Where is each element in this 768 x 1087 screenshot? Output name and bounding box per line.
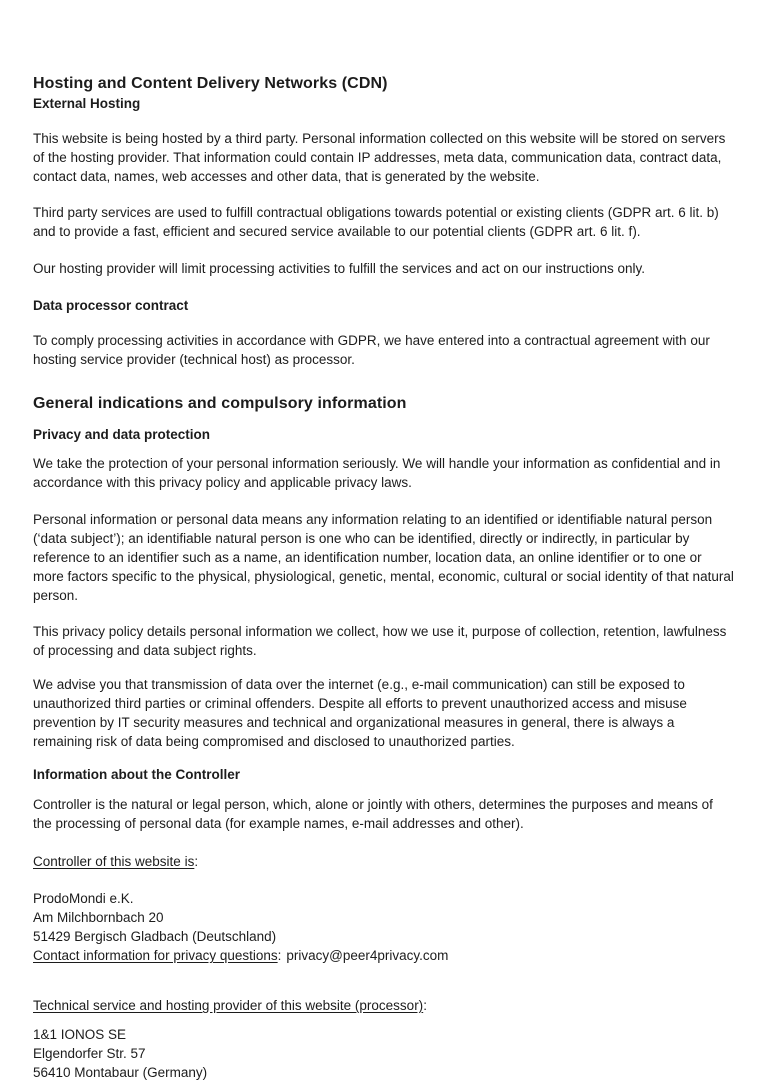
heading-hosting-cdn: Hosting and Content Delivery Networks (CDN) <box>33 75 388 92</box>
subheading-privacy-data-protection: Privacy and data protection <box>33 427 211 442</box>
paragraph-personal-data-definition: Personal information or personal data means any information relating to an identified or identifiable natural person (‘data subject’); an identifiable natural person is one who can be identified, directly or indirectly, in particular by reference to an identifier such as a name, an identification number, location data, an online identifier or to one or more factors specific to the physical, physiological, genetic, mental, economic, cultural or social identity of that natural person. <box>33 512 734 603</box>
controller-name: ProdoMondi e.K. <box>33 891 134 906</box>
processor-label: Technical service and hosting provider of this website (processor) <box>33 998 424 1013</box>
controller-label: Controller of this website is <box>33 854 195 869</box>
processor-label-suffix: : <box>423 998 427 1013</box>
paragraph-protection: We take the protection of your personal information seriously. We will handle your information as confidential and in accordance with this privacy policy and applicable privacy laws. <box>33 456 721 490</box>
subheading-data-processor-contract: Data processor contract <box>33 298 189 313</box>
paragraph-controller-definition: Controller is the natural or legal person, which, alone or jointly with others, determines the purposes and means of the processing of personal data (for example names, e-mail addresses and other). <box>33 797 713 831</box>
paragraph-transmission-risk: We advise you that transmission of data over the internet (e.g., e-mail communication) can still be exposed to unauthorized third parties or criminal offenders. Despite all efforts to prevent unauthorized access and misuse prevention by IT security measures and technical and organizational measures in general, there is always a remaining risk of data being compromised and disclosed to unauthorized parties. <box>33 677 687 749</box>
contact-label: Contact information for privacy questions <box>33 948 278 963</box>
processor-name: 1&1 IONOS SE <box>33 1027 127 1042</box>
heading-general-indications: General indications and compulsory information <box>33 395 407 412</box>
controller-address-block <box>33 889 735 965</box>
contact-line <box>33 946 735 965</box>
paragraph-third-party-storage: This website is being hosted by a third party. Personal information collected on this website will be stored on servers of the hosting provider. That information could contain IP addresses, meta data, communication data, contract data, contact data, names, web accesses and other data, that is generated by the website. <box>33 131 726 184</box>
controller-label-line <box>33 852 735 871</box>
processor-street: Elgendorfer Str. 57 <box>33 1046 146 1061</box>
paragraph-policy-details: This privacy policy details personal information we collect, how we use it, purpose of collection, retention, lawfulness of processing and data subject rights. <box>33 624 727 658</box>
processor-city: 56410 Montabaur (Germany) <box>33 1065 208 1080</box>
subheading-external-hosting: External Hosting <box>33 96 141 111</box>
paragraph-gdpr-basis: Third party services are used to fulfill contractual obligations towards potential or existing clients (GDPR art. 6 lit. b) and to provide a fast, efficient and secured service available to our potential clients (GDPR art. 6 lit. f). <box>33 205 719 239</box>
controller-street: Am Milchbornbach 20 <box>33 910 164 925</box>
contact-email: privacy@peer4privacy.com <box>286 948 449 963</box>
subheading-information-controller: Information about the Controller <box>33 767 240 782</box>
processor-label-line <box>33 996 735 1015</box>
controller-city: 51429 Bergisch Gladbach (Deutschland) <box>33 929 277 944</box>
contact-separator: : <box>277 948 282 963</box>
controller-label-suffix: : <box>194 854 199 869</box>
processor-address-block <box>33 1025 735 1082</box>
paragraph-processor-agreement: To comply processing activities in accordance with GDPR, we have entered into a contractual agreement with our hosting service provider (technical host) as processor. <box>33 333 710 367</box>
paragraph-limit-processing: Our hosting provider will limit processing activities to fulfill the services and act on our instructions only. <box>33 261 646 276</box>
